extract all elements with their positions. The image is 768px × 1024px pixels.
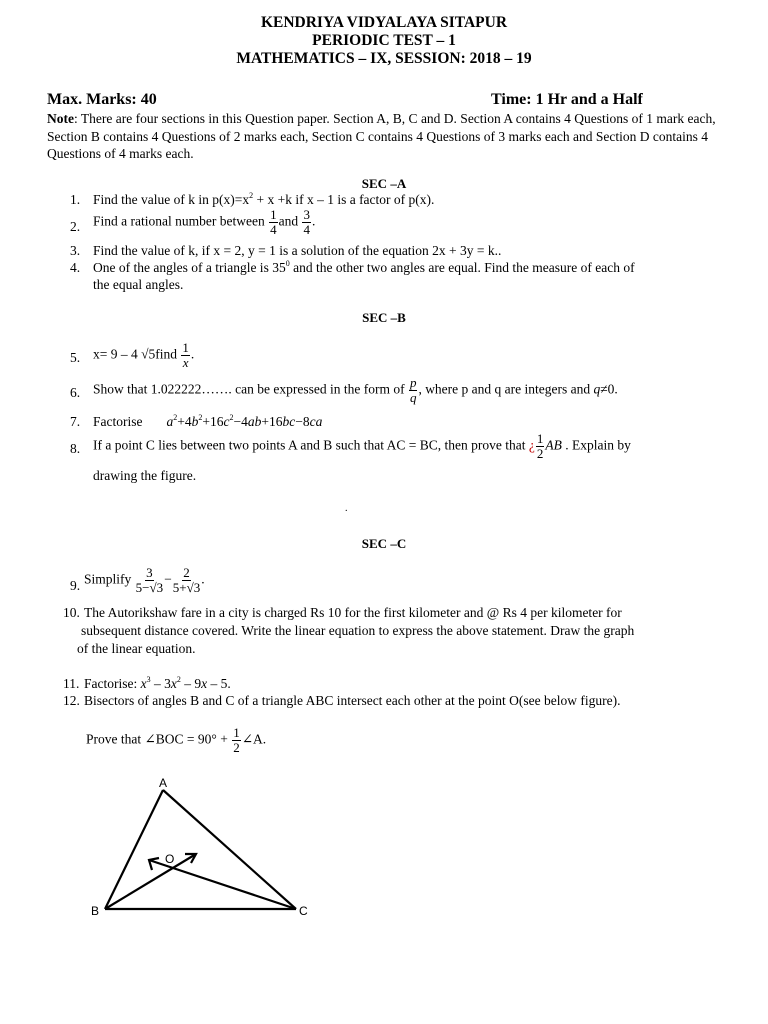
q10-line-2: subsequent distance covered. Write the linear equation to express the above statement. Draw the graph	[81, 623, 635, 638]
expr-term: ab	[247, 414, 262, 429]
q1-sup: 2	[249, 191, 254, 200]
frac-denominator: 4	[270, 222, 277, 237]
expr-op: +4	[177, 414, 192, 429]
q3-number: 3.	[70, 243, 81, 258]
frac-denominator: 5−√3	[135, 580, 164, 595]
q5-period: .	[190, 346, 195, 362]
frac-numerator: 3	[146, 565, 153, 580]
frac-denominator: q	[409, 390, 417, 405]
q8-ab: AB	[545, 437, 562, 453]
q12-prove-text: Prove that ∠BOC = 90° +	[86, 731, 232, 747]
expr-term: bc	[282, 414, 296, 429]
q6-text-cont: , where p and q are integers and	[418, 381, 594, 397]
q8-text-end: . Explain by	[561, 437, 631, 453]
bisector-c	[149, 860, 296, 909]
max-marks: Max. Marks: 40	[47, 91, 157, 108]
q4-text: One of the angles of a triangle is 35	[93, 260, 286, 275]
school-name: KENDRIYA VIDYALAYA SITAPUR	[260, 14, 508, 31]
q12-number: 12.	[63, 693, 80, 708]
q1-number: 1.	[70, 192, 81, 207]
q2-text-and: and	[278, 213, 302, 229]
frac-denominator: 2	[536, 446, 544, 461]
frac-numerator: 1	[233, 725, 240, 740]
frac-numerator: 1	[270, 207, 277, 222]
q12-prove-end: ∠A.	[241, 731, 267, 747]
expr-sup: 3	[146, 675, 151, 684]
frac-numerator: p	[409, 375, 417, 390]
expr-op: −4	[233, 414, 248, 429]
q11-number: 11.	[63, 676, 80, 691]
q9-text: Simplify	[84, 571, 135, 587]
q2-fraction-1	[269, 208, 278, 237]
q5-number: 5.	[70, 350, 81, 365]
q12-prove-line	[86, 726, 486, 755]
q7-label: Factorise	[93, 414, 143, 429]
q2-period: .	[311, 213, 316, 229]
q2-fraction-2	[302, 208, 311, 237]
q11-text: Factorise:	[84, 676, 141, 691]
instructions-note	[47, 110, 722, 163]
stray-dot: .	[345, 503, 348, 514]
q6-number: 6.	[70, 385, 81, 400]
q6-var-q: q	[593, 381, 601, 397]
q8-number: 8.	[70, 441, 81, 456]
frac-numerator: 1	[536, 431, 544, 446]
test-name: PERIODIC TEST – 1	[312, 32, 456, 49]
bisector-c-arrowhead	[149, 858, 159, 870]
side-ac	[163, 790, 296, 909]
expr-op: +16	[202, 414, 224, 429]
q9-period: .	[201, 571, 205, 587]
frac-denominator: 2	[233, 740, 240, 755]
note-label: Note	[47, 111, 74, 126]
expr-op: +16	[261, 414, 283, 429]
triangle-abc-figure	[88, 772, 318, 922]
frac-denominator: 5+√3	[172, 580, 201, 595]
expr-op: – 9	[180, 676, 202, 691]
q4-text-cont: and the other two angles are equal. Find the measure of each of	[289, 260, 635, 275]
expr-op: – 5.	[207, 676, 231, 691]
q7-number: 7.	[70, 414, 81, 429]
q10-line-1: The Autorikshaw fare in a city is charged Rs 10 for the first kilometer and @ Rs 4 per kilometer for	[84, 605, 622, 620]
expr-sup: 2	[198, 413, 203, 422]
q9-fraction-1	[136, 566, 163, 595]
time-allowed: Time: 1 Hr and a Half	[491, 91, 643, 108]
label-o: O	[165, 852, 175, 866]
q3-text: Find the value of k, if x = 2, y = 1 is a solution of the equation 2x + 3y = k..	[93, 243, 502, 258]
q7-expression	[167, 414, 323, 429]
q9-number: 9.	[70, 578, 81, 593]
section-c-heading: SEC –C	[361, 536, 407, 551]
expr-term: b	[191, 414, 199, 429]
subject-session: MATHEMATICS – IX, SESSION: 2018 – 19	[236, 50, 532, 67]
q6-text-end: ≠0.	[600, 381, 618, 397]
label-b: B	[91, 904, 100, 918]
q12-text: Bisectors of angles B and C of a triangle ABC intersect each other at the point O(see below figure).	[84, 693, 621, 708]
label-a: A	[159, 776, 168, 790]
expr-op: – 3	[150, 676, 171, 691]
q4-text-line2: the equal angles.	[93, 277, 184, 292]
q5-text: x= 9 – 4 √5find	[93, 346, 181, 362]
expr-term: a	[166, 414, 174, 429]
q10-line-3: of the linear equation.	[77, 641, 196, 656]
q8-text: If a point C lies between two points A and B such that AC = BC, then prove that	[93, 437, 529, 453]
exam-header	[0, 14, 768, 68]
q8-glyph: ¿	[528, 437, 535, 453]
q2-text: Find a rational number between	[93, 213, 269, 229]
q4-sup: 0	[285, 259, 290, 268]
expr-op: −8	[295, 414, 310, 429]
q8-fraction	[536, 432, 545, 461]
q1-text: Find the value of k in p(x)=x	[93, 192, 250, 207]
q1-text-end: + x +k if x – 1 is a factor of p(x).	[253, 192, 435, 207]
marks-time-row	[47, 91, 667, 111]
q10-number: 10.	[63, 605, 80, 620]
frac-numerator: 2	[183, 565, 190, 580]
frac-denominator: x	[182, 355, 189, 370]
expr-sup: 2	[173, 413, 178, 422]
note-text: : There are four sections in this Question paper. Section A, B, C and D. Section A contains 4 Questions of 1 mark each, Section B contains 4 Questions of 2 marks each, Section C contains 4 Questions of 3 marks each and Section D contains 4 Questions of 4 marks each.	[47, 111, 716, 161]
q8-text-line2: drawing the figure.	[93, 468, 197, 483]
section-a-heading: SEC –A	[361, 176, 407, 191]
expr-term: ca	[309, 414, 323, 429]
q6-text: Show that 1.022222……. can be expressed in the form of	[93, 381, 408, 397]
expr-sup: 2	[229, 413, 234, 422]
label-c: C	[299, 904, 308, 918]
frac-numerator: 1	[182, 340, 189, 355]
q9-fraction-2	[173, 566, 200, 595]
q6-fraction	[409, 376, 418, 405]
expr-term: x	[140, 676, 147, 691]
q9-minus: −	[164, 571, 172, 587]
q2-number: 2.	[70, 219, 81, 234]
frac-numerator: 3	[303, 207, 310, 222]
expr-term: c	[223, 414, 230, 429]
frac-denominator: 4	[303, 222, 310, 237]
q4-number: 4.	[70, 260, 81, 275]
expr-term: x	[170, 676, 177, 691]
expr-sup: 2	[176, 675, 181, 684]
expr-term: x	[201, 676, 208, 691]
q12-fraction	[232, 726, 241, 755]
section-b-heading: SEC –B	[362, 310, 406, 325]
q5-fraction	[181, 341, 190, 370]
